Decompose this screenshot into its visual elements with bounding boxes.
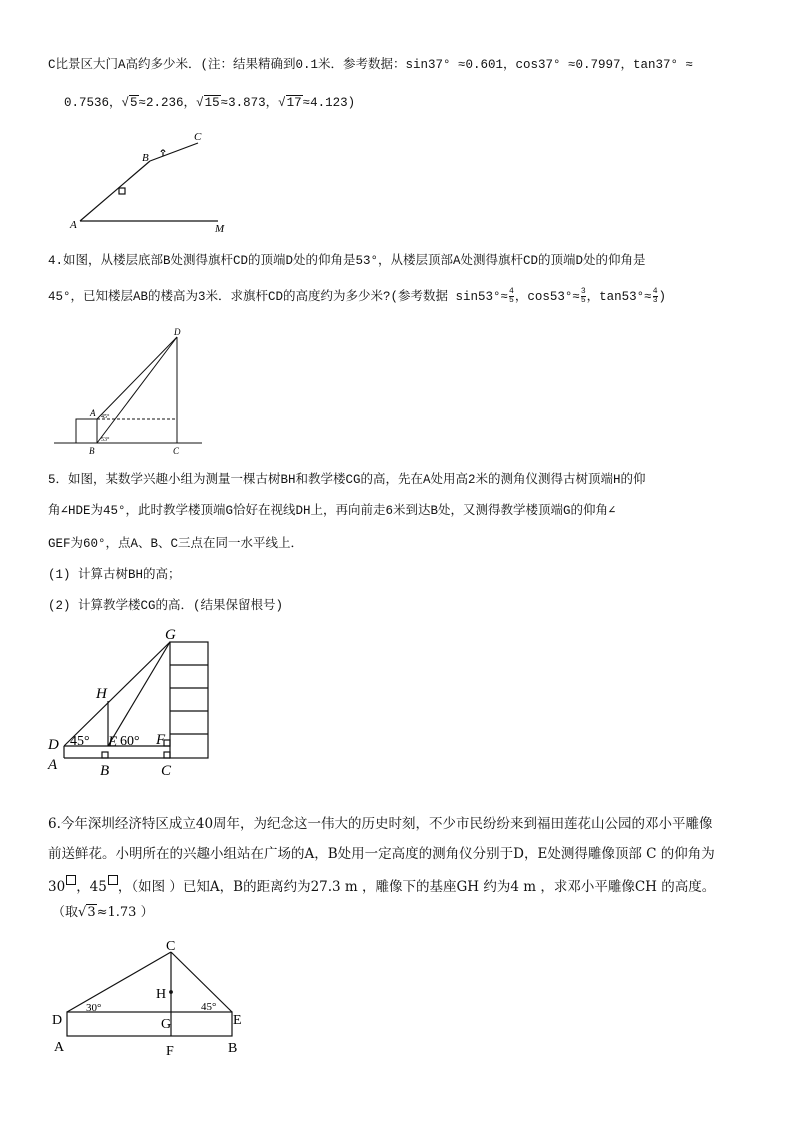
q6-figure xyxy=(50,936,260,1061)
q6-angle-30: 30° xyxy=(86,1002,102,1014)
q3-figure xyxy=(60,128,240,238)
q4-text-line2-d: ) xyxy=(658,290,667,304)
q3-sqrt15-value: ≈3.873， xyxy=(220,96,279,110)
q5-sub1: (1) 计算古树BH的高； xyxy=(48,568,181,582)
q5-label-a: A xyxy=(48,757,58,773)
q3-label-a: A xyxy=(70,219,77,231)
degree-box-icon xyxy=(108,875,118,885)
q4-label-d: D xyxy=(174,327,181,337)
sqrt-sign: √ xyxy=(278,96,286,110)
fraction-denominator: 5 xyxy=(509,296,514,306)
q4-angle-45: 45° xyxy=(101,414,110,420)
q6-angle-30-text: 30 xyxy=(48,879,66,895)
q3-label-m: M xyxy=(215,223,225,235)
q6-take-prefix: （取 xyxy=(52,905,79,920)
q6-label-d: D xyxy=(52,1013,63,1028)
q6-sqrt3-value: ≈1.73 ） xyxy=(96,905,154,920)
q4-text-line2-c: ，tan53°≈ xyxy=(586,290,652,304)
q6-text-line1: 6.今年深圳经济特区成立40周年，为纪念这一伟大的历史时刻，不少市民纷纷来到福田莲花山公园的邓小平雕像 xyxy=(48,816,713,832)
q5-text-line3: GEF为60°，点A、B、C三点在同一水平线上． xyxy=(48,537,304,551)
q6-angle-45: 45° xyxy=(201,1001,217,1013)
q6-label-h: H xyxy=(156,987,167,1002)
q4-frac-tan xyxy=(653,288,658,305)
q6-label-b: B xyxy=(228,1041,238,1056)
q3-sqrt5-value: ≈2.236， xyxy=(138,96,197,110)
q4-angle-53: 53° xyxy=(101,437,110,443)
q6-text-line3 xyxy=(48,875,715,896)
q3-text-line1: C比景区大门A高约多少米．(注：结果精确到0.1米．参考数据：sin37° ≈0.601，cos37° ≈0.7997，tan37° ≈ xyxy=(48,58,694,72)
q3-sqrt17-value: ≈4.123) xyxy=(302,96,356,110)
fraction-numerator: 3 xyxy=(580,287,586,297)
q3-tan-value: 0.7536， xyxy=(64,96,122,110)
q5-angle-60: 60° xyxy=(120,734,140,749)
q4-frac-sin xyxy=(509,288,514,305)
q5-text-line1: 5．如图，某数学兴趣小组为测量一棵古树BH和教学楼CG的高，先在A处用高2米的测角仪测得古树顶端H的仰 xyxy=(48,473,646,487)
q5-figure xyxy=(44,624,224,782)
degree-box-icon xyxy=(66,875,76,885)
sqrt-sign: √ xyxy=(78,905,87,920)
q4-label-a: A xyxy=(90,408,96,418)
q5-label-f: F xyxy=(156,732,166,748)
q4-frac-cos xyxy=(581,288,586,305)
q4-text-line2-a: 45°，已知楼层AB的楼高为3米．求旗杆CD的高度约为多少米?(参考数据 sin53°≈ xyxy=(48,290,509,304)
q5-label-e: E xyxy=(108,734,118,750)
q5-text-line2: 角∠HDE为45°，此时教学楼顶端G恰好在视线DH上，再向前走6米到达B处，又测得教学楼顶端G的仰角∠ xyxy=(48,504,616,518)
sqrt-sign: √ xyxy=(121,96,130,110)
fraction-numerator: 4 xyxy=(509,287,514,297)
q5-label-h: H xyxy=(96,686,107,702)
q4-label-b: B xyxy=(89,446,95,456)
q5-label-d: D xyxy=(48,737,59,753)
q6-label-c: C xyxy=(166,939,176,954)
q3-label-b: B xyxy=(142,152,149,164)
q3-sqrt5: 5 xyxy=(130,96,138,110)
q6-label-e: E xyxy=(233,1013,242,1028)
q5-label-c: C xyxy=(161,763,172,779)
fraction-denominator: 3 xyxy=(652,296,658,306)
q3-sqrt15: 15 xyxy=(204,96,220,110)
q5-label-b: B xyxy=(100,763,110,779)
sqrt-sign: √ xyxy=(196,96,204,110)
q3-text-line2 xyxy=(64,94,355,112)
q3-label-c: C xyxy=(194,131,202,143)
q6-angle-45-text: ，45 xyxy=(76,879,107,895)
q4-text-line2-b: ，cos53°≈ xyxy=(514,290,580,304)
q6-text-line3-rest: ，（如图 ）已知A，B的距离约为27.3 m ，雕像下的基座GH 约为4 m ，求邓小平雕像CH 的高度。 xyxy=(117,879,716,895)
q4-figure xyxy=(50,325,210,460)
fraction-numerator: 4 xyxy=(652,287,658,297)
q6-text-line4 xyxy=(52,904,154,922)
q4-text-line1: 4.如图，从楼层底部B处测得旗杆CD的顶端D处的仰角是53°，从楼层顶部A处测得旗杆CD的顶端D处的仰角是 xyxy=(48,254,646,268)
q3-sqrt17: 17 xyxy=(286,96,302,110)
q6-label-a: A xyxy=(54,1040,65,1055)
q5-sub2: (2) 计算教学楼CG的高．(结果保留根号) xyxy=(48,599,284,613)
q6-label-f: F xyxy=(166,1044,174,1059)
q5-label-g: G xyxy=(165,627,176,643)
q4-text-line2 xyxy=(48,288,666,306)
q5-angle-45: 45° xyxy=(70,734,90,749)
q6-text-line2: 前送鲜花。小明所在的兴趣小组站在广场的A，B处用一定高度的测角仪分别于D，E处测得雕像顶部 C 的仰角为 xyxy=(48,846,715,862)
q6-sqrt3: 3 xyxy=(87,905,96,920)
q4-label-c: C xyxy=(173,446,180,456)
fraction-denominator: 5 xyxy=(580,296,586,306)
q6-label-g: G xyxy=(161,1017,172,1032)
